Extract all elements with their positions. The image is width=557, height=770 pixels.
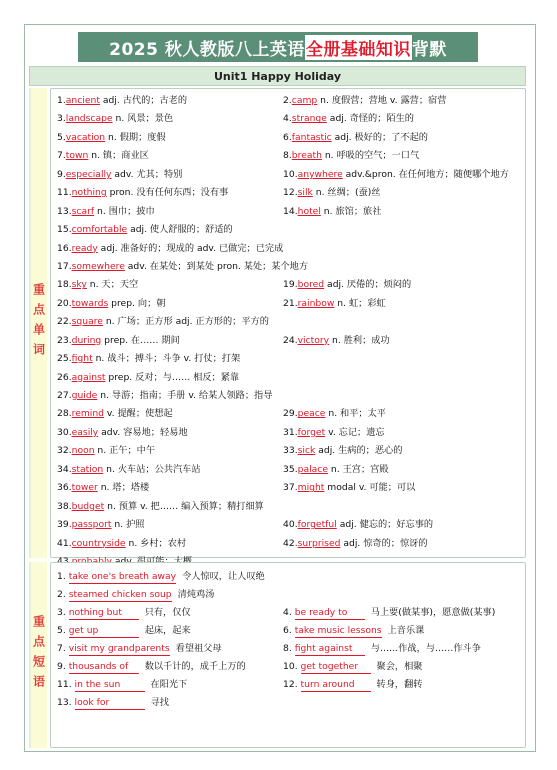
- phrase-meaning: 起床，起来: [144, 625, 191, 636]
- phrase-number: 7.: [57, 643, 69, 654]
- phrase-text: thousands of: [69, 661, 139, 674]
- vocab-meaning: n. 乡村；农村: [125, 537, 187, 549]
- vocab-number: 5.: [57, 131, 66, 143]
- phrase-entry: [283, 604, 523, 622]
- vocab-entry: [57, 479, 283, 497]
- vocab-number: 27.: [57, 390, 72, 401]
- vocab-meaning: v. 忘记；遗忘: [325, 426, 385, 438]
- phrase-text: take music lessons: [294, 625, 382, 636]
- phrase-entry: [57, 568, 523, 586]
- phrase-meaning: 聚会，相聚: [376, 661, 423, 672]
- vocab-meaning: n. 旅馆；旅社: [320, 205, 382, 217]
- phrase-text: fight against: [295, 643, 365, 656]
- phrase-meaning: 看望祖父母: [175, 643, 222, 654]
- phrase-text: look for: [75, 697, 145, 710]
- vocab-number: 39.: [57, 519, 72, 531]
- vocab-number: 23.: [57, 334, 72, 346]
- vocab-entry: [283, 461, 523, 479]
- vocab-word: ready: [71, 242, 98, 254]
- vocab-meaning: n. 塔；塔楼: [97, 482, 150, 494]
- phrase-meaning: 与……作战，与……作斗争: [370, 643, 481, 654]
- vocab-word: anywhere: [297, 168, 343, 180]
- vocab-entry: [283, 276, 523, 294]
- vocab-word: landscape: [65, 113, 113, 125]
- vocab-number: 1.: [57, 95, 66, 106]
- vocab-number: 4.: [283, 113, 292, 125]
- vocab-number: 24.: [283, 334, 298, 346]
- vocab-number: 19.: [283, 279, 298, 291]
- vocab-entry: [57, 110, 283, 128]
- phrase-entry: [57, 604, 283, 622]
- vocab-meaning: n. 护照: [111, 519, 145, 531]
- vocabulary-panel: [50, 88, 526, 558]
- phrase-number: 6.: [283, 625, 295, 636]
- phrase-meaning: 数以千计的，成千上万的: [144, 661, 246, 672]
- vocab-meaning: adj. 健忘的；好忘事的: [336, 519, 434, 531]
- phrase-entry: [57, 586, 523, 604]
- phrase-text: steamed chicken soup: [68, 589, 172, 600]
- phrase-number: 9.: [57, 661, 69, 672]
- vocab-entry: [283, 166, 523, 184]
- vocab-entry: [283, 516, 523, 534]
- vocab-entry: [283, 147, 523, 165]
- vocab-number: 41.: [57, 537, 72, 549]
- phrase-entry: [283, 622, 523, 640]
- vocab-word: nothing: [71, 187, 107, 199]
- vocab-word: forget: [297, 426, 326, 438]
- vocab-number: 9.: [57, 168, 66, 180]
- vocab-entry: [57, 498, 523, 516]
- phrase-number: 4.: [283, 607, 295, 618]
- vocab-word: somewhere: [71, 260, 125, 272]
- phrase-number: 5.: [57, 625, 69, 636]
- vocab-meaning: n. 导游；指南；手册 v. 给某人领路；指导: [97, 390, 273, 401]
- vocab-meaning: adv. 在某处；到某处 pron. 某处；某个地方: [124, 260, 309, 272]
- vocab-entry: [283, 535, 523, 553]
- phrase-entry: [57, 640, 283, 658]
- vocab-word: peace: [297, 408, 326, 420]
- vocab-entry: [57, 369, 523, 387]
- phrases-section-label: 重点短语: [29, 562, 47, 748]
- vocab-entry: [283, 110, 523, 128]
- vocab-meaning: n. 呼吸的空气；一口气: [321, 150, 420, 162]
- vocab-word: easily: [71, 426, 99, 438]
- vocab-word: towards: [71, 297, 109, 309]
- vocab-word: countryside: [71, 537, 126, 549]
- phrase-entry: [283, 640, 523, 658]
- vocab-entry: [283, 129, 523, 147]
- phrase-text: take one's breath away: [68, 571, 177, 582]
- vocab-entry: [283, 184, 523, 202]
- vocab-number: 26.: [57, 371, 72, 383]
- vocab-word: square: [71, 316, 103, 328]
- vocab-entry: [57, 92, 283, 110]
- vocab-entry: [57, 240, 523, 258]
- page-title: [78, 32, 478, 62]
- vocab-entry: [283, 295, 523, 313]
- vocab-entry: [57, 166, 283, 184]
- vocab-word: tower: [71, 482, 98, 494]
- phrase-text: get together: [301, 661, 371, 674]
- vocab-meaning: modal v. 可能；可以: [324, 482, 416, 494]
- vocab-entry: [283, 332, 523, 350]
- vocab-meaning: n. 胜利；成功: [329, 334, 390, 346]
- vocab-number: 16.: [57, 242, 72, 254]
- vocab-number: 25.: [57, 353, 72, 365]
- vocab-word: noon: [71, 445, 95, 457]
- vocab-entry: [57, 147, 283, 165]
- vocab-meaning: adj. 生病的；恶心的: [315, 445, 403, 457]
- vocab-meaning: adv. 尤其；特别: [111, 168, 183, 180]
- phrase-number: 13.: [57, 697, 75, 708]
- vocab-meaning: n. 丝绸；(蚕)丝: [312, 187, 381, 199]
- phrase-meaning: 上音乐课: [387, 625, 425, 636]
- vocab-meaning: prep. 反对；与…… 相反；紧靠: [105, 371, 240, 383]
- vocab-number: 31.: [283, 426, 298, 438]
- vocab-word: guide: [71, 390, 98, 401]
- vocab-meaning: adj. 准备好的；现成的 adv. 已做完；已完成: [97, 242, 284, 254]
- vocab-entry: [57, 129, 283, 147]
- phrase-meaning: 寻找: [150, 697, 169, 708]
- vocab-meaning: prep. 向；朝: [108, 297, 166, 309]
- vocab-entry: [57, 516, 283, 534]
- vocab-number: 34.: [57, 463, 72, 475]
- vocab-entry: [57, 184, 283, 202]
- phrase-text: get up: [69, 625, 139, 638]
- vocab-word: breath: [291, 150, 322, 162]
- vocab-word: ancient: [65, 95, 100, 106]
- vocab-number: 13.: [57, 205, 72, 217]
- vocab-word: fantastic: [291, 131, 332, 143]
- vocab-word: scarf: [71, 205, 95, 217]
- vocab-number: 38.: [57, 500, 72, 512]
- vocab-number: 30.: [57, 426, 72, 438]
- phrase-number: 12.: [283, 679, 301, 690]
- vocab-entry: [57, 405, 283, 423]
- vocab-number: 11.: [57, 187, 72, 199]
- vocab-number: 2.: [283, 95, 292, 106]
- phrase-number: 10.: [283, 661, 301, 672]
- vocab-word: rainbow: [297, 297, 335, 309]
- vocab-entry: [57, 442, 283, 460]
- vocab-number: 20.: [57, 297, 72, 309]
- vocab-entry: [57, 461, 283, 479]
- vocab-word: victory: [297, 334, 330, 346]
- vocab-word: fight: [71, 353, 93, 365]
- vocab-number: 28.: [57, 408, 72, 420]
- vocab-entry: [57, 276, 283, 294]
- vocab-entry: [57, 332, 283, 350]
- vocab-meaning: n. 和平；太平: [325, 408, 386, 420]
- phrase-entry: [57, 658, 283, 676]
- vocab-entry: [57, 221, 523, 239]
- phrase-text: in the sun: [75, 679, 145, 692]
- vocab-number: 37.: [283, 482, 298, 494]
- phrase-entry: [283, 676, 523, 694]
- vocab-meaning: n. 镇；商业区: [88, 150, 149, 162]
- vocab-meaning: n. 风景；景色: [112, 113, 174, 125]
- vocab-number: 22.: [57, 316, 72, 328]
- vocab-meaning: v. 提醒；使想起: [104, 408, 173, 420]
- phrase-meaning: 马上要(做某事)，愿意做(某事): [370, 607, 496, 618]
- vocab-entry: [57, 295, 283, 313]
- vocab-meaning: n. 战斗；搏斗；斗争 v. 打仗；打架: [92, 353, 241, 365]
- vocab-word: vacation: [65, 131, 106, 143]
- vocab-entry: [283, 442, 523, 460]
- vocab-word: palace: [297, 463, 328, 475]
- phrase-entry: [57, 694, 523, 712]
- vocab-word: comfortable: [71, 224, 128, 236]
- vocab-word: camp: [291, 95, 318, 106]
- vocab-word: passport: [71, 519, 112, 531]
- phrase-number: 8.: [283, 643, 295, 654]
- vocab-meaning: n. 广场；正方形 adj. 正方形的；平方的: [102, 316, 269, 328]
- vocab-number: 29.: [283, 408, 298, 420]
- vocab-entry: [57, 535, 283, 553]
- title-part-3: 背默: [411, 39, 447, 60]
- vocab-number: 33.: [283, 445, 298, 457]
- vocab-number: 40.: [283, 519, 298, 531]
- phrase-meaning: 在阳光下: [150, 679, 188, 690]
- vocab-number: 7.: [57, 150, 66, 162]
- vocab-word: sick: [297, 445, 316, 457]
- phrases-panel: [50, 562, 526, 748]
- vocab-word: silk: [297, 187, 313, 199]
- title-part-2: 全册基础知识: [305, 35, 412, 60]
- vocab-meaning: n. 预算 v. 把…… 编入预算；精打细算: [104, 500, 264, 512]
- vocab-meaning: n. 天；天空: [86, 279, 139, 291]
- vocab-meaning: adj. 使人舒服的；舒适的: [127, 224, 233, 236]
- vocab-number: 3.: [57, 113, 66, 125]
- vocab-word: during: [71, 334, 102, 346]
- vocab-number: 32.: [57, 445, 72, 457]
- vocab-word: remind: [71, 408, 105, 420]
- vocab-meaning: n. 假期；度假: [105, 131, 166, 143]
- vocab-entry: [57, 258, 523, 276]
- phrase-text: visit my grandparents: [68, 643, 170, 654]
- vocab-entry: [57, 313, 523, 331]
- vocab-meaning: n. 度假营；营地 v. 露营；宿营: [317, 95, 447, 106]
- vocab-entry: [283, 424, 523, 442]
- vocab-word: town: [65, 150, 89, 162]
- phrase-meaning: 转身，翻转: [376, 679, 423, 690]
- vocab-number: 36.: [57, 482, 72, 494]
- vocab-number: 8.: [283, 150, 292, 162]
- phrase-entry: [283, 658, 523, 676]
- vocab-meaning: n. 王宫；宫殿: [327, 463, 389, 475]
- unit-header: Unit1 Happy Holiday: [29, 66, 526, 86]
- vocab-meaning: adv.&pron. 在任何地方；随便哪个地方: [342, 168, 509, 180]
- vocab-meaning: n. 虹；彩虹: [334, 297, 386, 309]
- vocab-word: hotel: [297, 205, 321, 217]
- vocab-word: especially: [65, 168, 112, 180]
- phrases-list: [57, 568, 523, 712]
- vocab-entry: [57, 203, 283, 221]
- vocab-word: budget: [71, 500, 105, 512]
- vocab-number: 6.: [283, 131, 292, 143]
- vocab-meaning: adj. 奇怪的；陌生的: [326, 113, 414, 125]
- phrase-text: be ready to: [295, 607, 365, 620]
- vocab-meaning: adj. 厌倦的；烦闷的: [324, 279, 412, 291]
- vocab-meaning: adj. 古代的；古老的: [99, 95, 188, 106]
- phrase-number: 1.: [57, 571, 69, 582]
- vocab-meaning: n. 正午；中午: [94, 445, 156, 457]
- vocab-number: 18.: [57, 279, 72, 291]
- phrase-meaning: 清炖鸡汤: [177, 589, 215, 600]
- title-part-1: 2025 秋人教版八上英语: [109, 39, 305, 60]
- vocab-word: against: [71, 371, 106, 383]
- vocab-number: 14.: [283, 205, 298, 217]
- vocab-meaning: n. 围巾；披巾: [94, 205, 155, 217]
- words-section-label: 重点单词: [29, 88, 47, 558]
- vocab-meaning: adj. 极好的；了不起的: [331, 131, 428, 143]
- vocab-word: sky: [71, 279, 87, 291]
- vocab-meaning: prep. 在…… 期间: [101, 334, 180, 346]
- phrase-number: 11.: [57, 679, 75, 690]
- vocab-number: 10.: [283, 168, 298, 180]
- vocab-number: 42.: [283, 537, 298, 549]
- phrase-number: 2.: [57, 589, 69, 600]
- vocab-word: forgetful: [297, 519, 337, 531]
- vocab-entry: [283, 479, 523, 497]
- phrase-meaning: 只有，仅仅: [144, 607, 191, 618]
- vocab-number: 15.: [57, 224, 72, 236]
- phrase-text: nothing but: [69, 607, 139, 620]
- vocab-meaning: adj. 惊奇的；惊讶的: [340, 537, 428, 549]
- phrase-entry: [57, 676, 283, 694]
- vocab-entry: [57, 350, 523, 368]
- phrase-number: 3.: [57, 607, 69, 618]
- phrase-meaning: 令人惊叹，让人叹绝: [182, 571, 265, 582]
- vocab-word: station: [71, 463, 104, 475]
- vocab-number: 17.: [57, 260, 72, 272]
- vocab-word: strange: [291, 113, 327, 125]
- phrase-entry: [57, 622, 283, 640]
- vocab-entry: [283, 203, 523, 221]
- vocabulary-list: [57, 92, 523, 571]
- vocab-entry: [283, 92, 523, 110]
- vocab-entry: [57, 387, 523, 405]
- vocab-word: surprised: [297, 537, 341, 549]
- vocab-meaning: n. 火车站；公共汽车站: [103, 463, 201, 475]
- vocab-meaning: adv. 容易地；轻易地: [98, 426, 188, 438]
- vocab-entry: [283, 405, 523, 423]
- vocab-entry: [57, 424, 283, 442]
- vocab-word: might: [297, 482, 325, 494]
- vocab-meaning: pron. 没有任何东西；没有事: [106, 187, 229, 199]
- vocab-number: 35.: [283, 463, 298, 475]
- phrase-text: turn around: [301, 679, 371, 692]
- vocab-number: 12.: [283, 187, 298, 199]
- vocab-word: bored: [297, 279, 325, 291]
- vocab-number: 21.: [283, 297, 298, 309]
